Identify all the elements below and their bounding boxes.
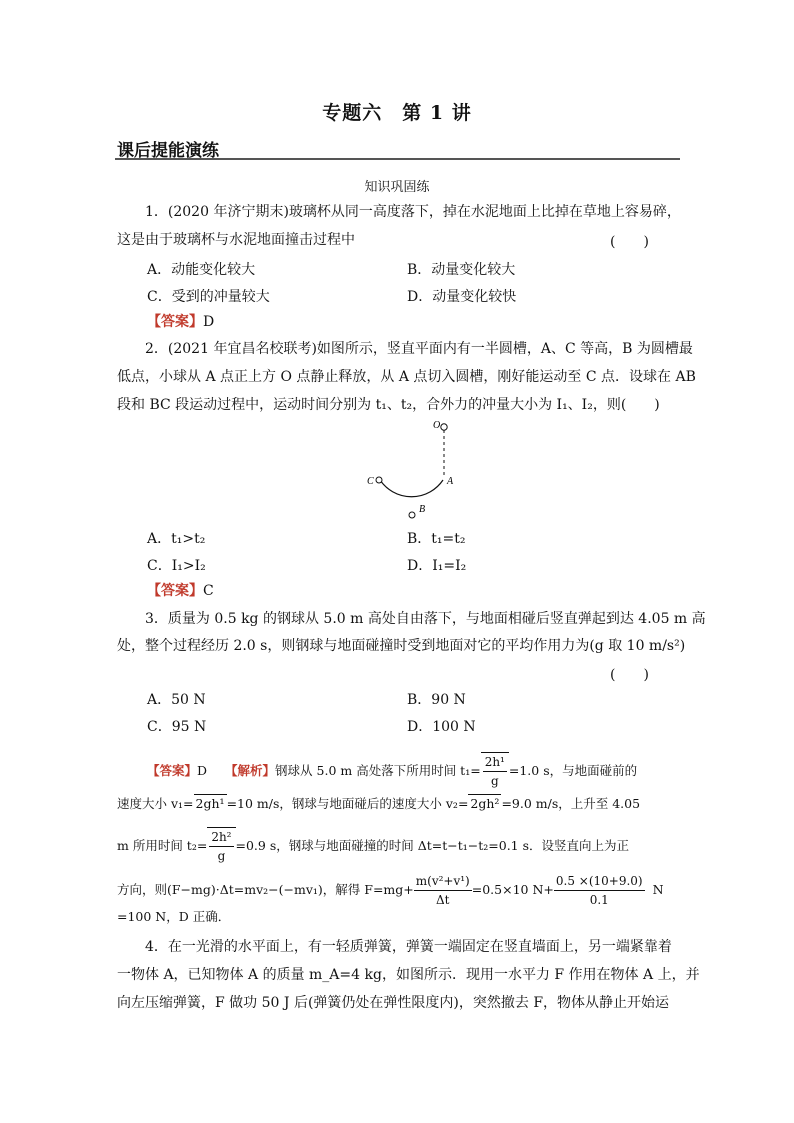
answer-value: D (203, 314, 215, 330)
q3-line-2: 处，整个过程经历 2.0 s，则钢球与地面碰撞时受到地面对它的平均作用力为(g 取 10 m/s²) (117, 638, 686, 654)
answer-tag: 【答案】 (147, 314, 203, 330)
q3-answer-line-1 (147, 752, 637, 790)
frac-f (414, 872, 472, 909)
q2-option-c: C．I₁>I₂ (147, 558, 206, 574)
q3-option-a: A．50 N (147, 692, 206, 708)
q2-option-d: D．I₁=I₂ (407, 558, 467, 574)
q1-line-2: 这是由于玻璃杯与水泥地面撞击过程中 (117, 232, 355, 248)
sqrt-v2: 2gh² (470, 796, 500, 811)
section-divider (115, 158, 680, 160)
q3-answer-paren: ( ) (610, 667, 649, 683)
q2-line-1: 2．(2021 年宜昌名校联考)如图所示，竖直平面内有一半圆槽，A、C 等高，B 为圆槽最 (145, 341, 693, 357)
sqrt-t1-den: g (490, 774, 499, 788)
q3-answer-line-3 (117, 827, 629, 865)
q3-option-b: B．90 N (407, 692, 466, 708)
q1-option-d: D．动量变化较快 (407, 289, 517, 305)
q1-option-c: C．受到的冲量较大 (147, 289, 270, 305)
label-c: C (367, 476, 374, 487)
analysis-text: =0.5×10 N+ (471, 882, 554, 897)
ball-at-o (441, 424, 447, 430)
frac-f-num: m(v²+v¹) (414, 872, 472, 891)
analysis-text: 速度大小 v₁= (117, 796, 194, 811)
label-o: O (433, 420, 441, 431)
frac-n-den: 0.1 (589, 893, 609, 907)
q1-line-1: 1．(2020 年济宁期末)玻璃杯从同一高度落下，掉在水泥地面上比掉在草地上容易碎， (145, 204, 681, 220)
analysis-text: =1.0 s，与地面碰前的 (508, 763, 638, 778)
analysis-text: N (652, 882, 664, 897)
ball-at-c (376, 477, 382, 483)
q2-answer (147, 582, 214, 600)
analysis-text: =10 m/s，钢球与地面碰后的速度大小 v₂= (226, 796, 469, 811)
trough-arc (380, 480, 443, 497)
section-heading: 课后提能演练 (117, 141, 219, 161)
q2-option-b: B．t₁=t₂ (407, 531, 466, 547)
q3-answer-line-4 (117, 872, 664, 909)
analysis-text: 钢球从 5.0 m 高处落下所用时间 t₁= (275, 763, 481, 778)
q2-option-a: A．t₁>t₂ (147, 531, 206, 547)
analysis-text: =0.9 s，钢球与地面碰撞的时间 Δt=t−t₁−t₂=0.1 s．设竖直向上为正 (235, 838, 630, 853)
sqrt-t2-den: g (217, 849, 226, 863)
q4-line-1: 4．在一光滑的水平面上，有一轻质弹簧，弹簧一端固定在竖直墙面上，另一端紧靠着 (145, 939, 672, 955)
q3-answer-line-5 (117, 908, 230, 926)
half-circle-trough-figure (360, 418, 470, 523)
answer-value: D (197, 763, 208, 778)
q4-line-3: 向左压缩弹簧，F 做功 50 J 后(弹簧仍处在弹性限度内)，突然撤去 F，物体从静止开始运 (117, 995, 670, 1011)
answer-tag: 【答案】 (147, 583, 203, 599)
frac-n (554, 872, 645, 909)
analysis-text: =9.0 m/s，上升至 4.05 (501, 796, 641, 811)
q1-answer-paren: ( ) (610, 234, 649, 250)
q1-option-a: A．动能变化较大 (147, 262, 256, 278)
q1-option-b: B．动量变化较大 (407, 262, 516, 278)
ball-at-b (409, 512, 415, 518)
sqrt-t2 (207, 827, 235, 865)
analysis-text: 方向，则(F−mg)·Δt=mv₂−(−mv₁)，解得 F=mg+ (117, 882, 414, 897)
q3-answer-line-2 (117, 794, 640, 813)
q3-option-d: D．100 N (407, 719, 476, 735)
sqrt-t1 (481, 752, 509, 790)
q2-line-3: 段和 BC 段运动过程中，运动时间分别为 t₁、t₂，合外力的冲量大小为 I₁、I₂，则( ) (117, 397, 660, 413)
q3-option-c: C．95 N (147, 719, 207, 735)
subheading: 知识巩固练 (364, 180, 430, 195)
frac-n-num: 0.5 ×(10+9.0) (554, 872, 645, 891)
sqrt-v1: 2gh¹ (195, 796, 225, 811)
label-b: B (419, 504, 426, 515)
frac-f-den: Δt (436, 893, 450, 907)
analysis-text: =100 N，D 正确． (117, 909, 231, 924)
answer-value: C (203, 583, 214, 599)
q4-line-2: 一物体 A，已知物体 A 的质量 m_A=4 kg，如图所示．现用一水平力 F 作用在物体 A 上，并 (117, 967, 700, 983)
analysis-text: m 所用时间 t₂= (117, 838, 208, 853)
analysis-tag: 【解析】 (225, 763, 276, 778)
q3-line-1: 3．质量为 0.5 kg 的钢球从 5.0 m 高处自由落下，与地面相碰后竖直弹起到达 4.05 m 高 (145, 611, 706, 627)
q2-line-2: 低点，小球从 A 点正上方 O 点静止释放，从 A 点切入圆槽，刚好能运动至 C 点．设球在 AB (117, 369, 696, 385)
label-a: A (447, 476, 454, 487)
q1-answer (147, 313, 214, 331)
answer-tag: 【答案】 (147, 763, 198, 778)
sqrt-t1-num: 2h¹ (483, 753, 507, 772)
page-title: 专题六 第 1 讲 (322, 102, 472, 124)
sqrt-t2-num: 2h² (209, 828, 233, 847)
